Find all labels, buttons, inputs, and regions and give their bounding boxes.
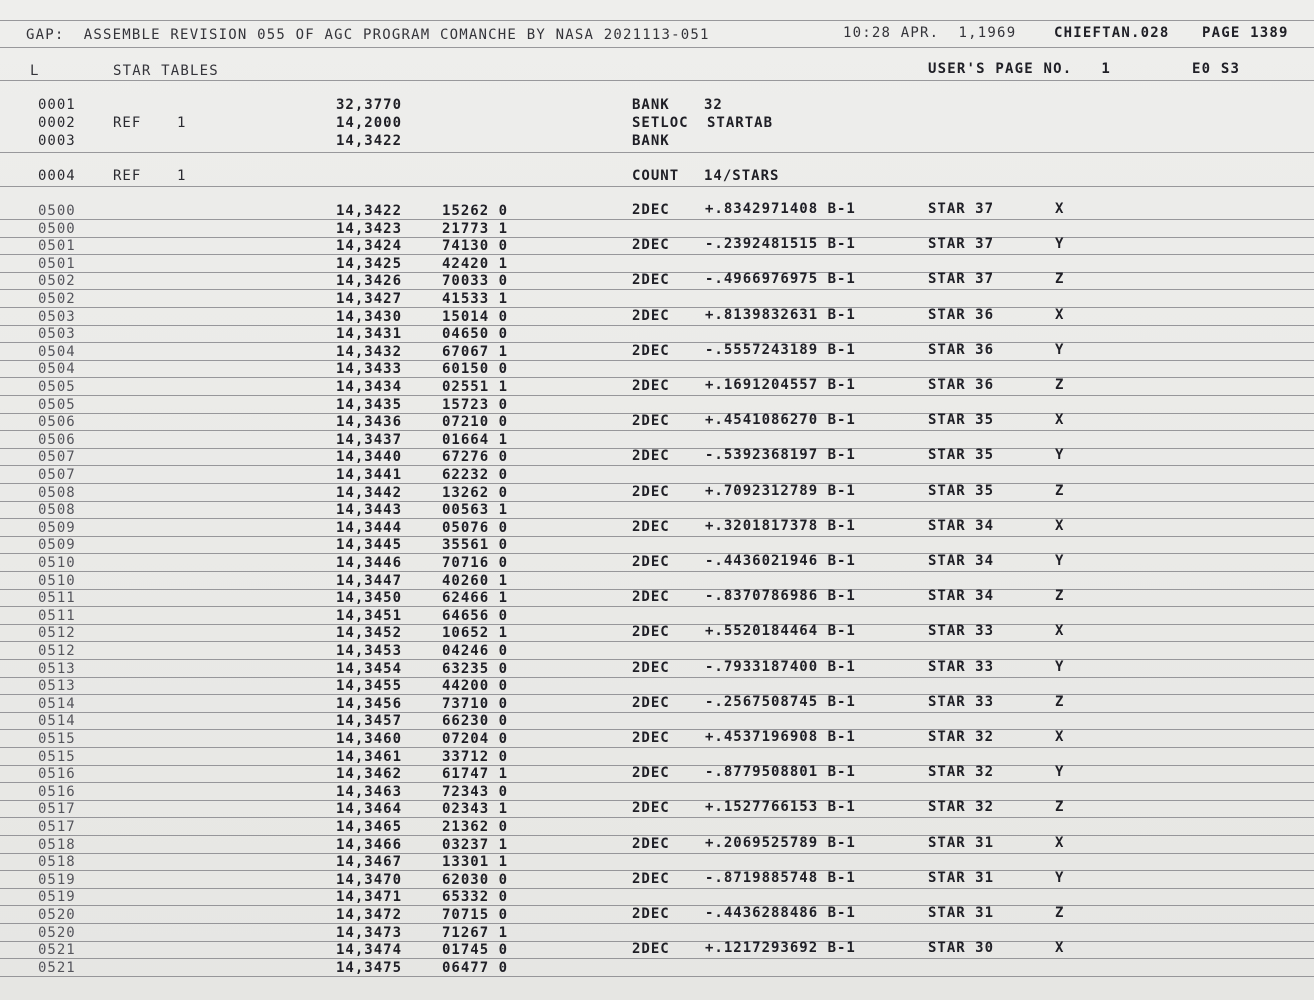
form-rule	[0, 20, 1314, 21]
ref-number: 1	[177, 168, 187, 184]
octal-word: 63235 0	[442, 661, 509, 677]
opcode: 2DEC	[632, 308, 670, 324]
address: 14,3422	[336, 203, 403, 219]
opcode: 2DEC	[632, 836, 670, 852]
axis-comment: Y	[1055, 236, 1065, 252]
octal-word: 13262 0	[442, 485, 509, 501]
address: 14,3424	[336, 238, 403, 254]
line-number: 0518	[38, 854, 76, 870]
octal-word: 44200 0	[442, 678, 509, 694]
octal-word: 62232 0	[442, 467, 509, 483]
address: 14,3464	[336, 801, 403, 817]
operand: 32	[704, 97, 723, 113]
octal-word: 62466 1	[442, 590, 509, 606]
axis-comment: Z	[1055, 905, 1065, 921]
octal-word: 10652 1	[442, 625, 509, 641]
form-rule	[0, 47, 1314, 48]
octal-word: 02551 1	[442, 379, 509, 395]
star-comment: STAR 35	[928, 412, 995, 428]
subheader-code: E0 S3	[1192, 61, 1241, 77]
ref-number: 1	[177, 115, 187, 131]
operand: -.4436021946 B-1	[705, 553, 856, 569]
line-number: 0509	[38, 520, 76, 536]
octal-word: 04650 0	[442, 326, 509, 342]
address: 14,3433	[336, 361, 403, 377]
form-rule	[0, 254, 1314, 255]
line-number: 0514	[38, 713, 76, 729]
axis-comment: Z	[1055, 694, 1065, 710]
form-rule	[0, 712, 1314, 713]
address: 14,3435	[336, 397, 403, 413]
octal-word: 42420 1	[442, 256, 509, 272]
axis-comment: X	[1055, 307, 1065, 323]
opcode: 2DEC	[632, 624, 670, 640]
star-comment: STAR 31	[928, 870, 995, 886]
operand: +.8139832631 B-1	[705, 307, 856, 323]
operand: +.4537196908 B-1	[705, 729, 856, 745]
line-number: 0520	[38, 925, 76, 941]
opcode: 2DEC	[632, 871, 670, 887]
line-number: 0508	[38, 485, 76, 501]
form-rule	[0, 976, 1314, 977]
octal-word: 64656 0	[442, 608, 509, 624]
form-rule	[0, 219, 1314, 220]
form-rule	[0, 360, 1314, 361]
octal-word: 66230 0	[442, 713, 509, 729]
address: 14,3450	[336, 590, 403, 606]
line-number: 0517	[38, 819, 76, 835]
ref-label: REF	[113, 115, 142, 131]
star-comment: STAR 32	[928, 764, 995, 780]
octal-word: 70716 0	[442, 555, 509, 571]
axis-comment: Y	[1055, 447, 1065, 463]
address: 14,3436	[336, 414, 403, 430]
listing-header-time: 10:28 APR. 1,1969	[843, 25, 1017, 41]
octal-word: 41533 1	[442, 291, 509, 307]
octal-word: 35561 0	[442, 537, 509, 553]
line-number: 0501	[38, 238, 76, 254]
operand: STARTAB	[707, 115, 774, 131]
address: 14,3440	[336, 449, 403, 465]
opcode: 2DEC	[632, 730, 670, 746]
address: 14,3427	[336, 291, 403, 307]
octal-word: 15014 0	[442, 309, 509, 325]
address: 14,3453	[336, 643, 403, 659]
opcode: 2DEC	[632, 519, 670, 535]
octal-word: 07210 0	[442, 414, 509, 430]
opcode: 2DEC	[632, 906, 670, 922]
opcode: 2DEC	[632, 765, 670, 781]
star-comment: STAR 33	[928, 623, 995, 639]
star-comment: STAR 34	[928, 518, 995, 534]
line-number: 0513	[38, 678, 76, 694]
address: 14,3467	[336, 854, 403, 870]
operand: +.7092312789 B-1	[705, 483, 856, 499]
listing-header-page: PAGE 1389	[1202, 25, 1289, 41]
line-number: 0501	[38, 256, 76, 272]
subheader-section-title: STAR TABLES	[113, 63, 219, 79]
octal-word: 33712 0	[442, 749, 509, 765]
address: 14,3465	[336, 819, 403, 835]
octal-word: 21773 1	[442, 221, 509, 237]
operand: -.4436288486 B-1	[705, 905, 856, 921]
address: 14,3431	[336, 326, 403, 342]
axis-comment: X	[1055, 412, 1065, 428]
opcode: 2DEC	[632, 484, 670, 500]
octal-word: 01664 1	[442, 432, 509, 448]
operand: -.7933187400 B-1	[705, 659, 856, 675]
form-rule	[0, 289, 1314, 290]
address: 14,3454	[336, 661, 403, 677]
line-number: 0001	[38, 97, 76, 113]
address: 14,3457	[336, 713, 403, 729]
operand: -.2567508745 B-1	[705, 694, 856, 710]
address: 14,3426	[336, 273, 403, 289]
axis-comment: Z	[1055, 799, 1065, 815]
operand: -.2392481515 B-1	[705, 236, 856, 252]
address: 14,3462	[336, 766, 403, 782]
form-rule	[0, 80, 1314, 81]
star-comment: STAR 35	[928, 483, 995, 499]
axis-comment: X	[1055, 518, 1065, 534]
address: 14,2000	[336, 115, 403, 131]
address: 14,3461	[336, 749, 403, 765]
form-rule	[0, 571, 1314, 572]
line-number: 0520	[38, 907, 76, 923]
line-number: 0500	[38, 221, 76, 237]
listing-header-title: GAP: ASSEMBLE REVISION 055 OF AGC PROGRAM COMANCHE BY NASA 2021113-051	[26, 27, 710, 43]
form-rule	[0, 501, 1314, 502]
line-number: 0519	[38, 872, 76, 888]
address: 14,3446	[336, 555, 403, 571]
form-rule	[0, 958, 1314, 959]
form-rule	[0, 817, 1314, 818]
address: 14,3471	[336, 889, 403, 905]
ref-label: REF	[113, 168, 142, 184]
opcode: 2DEC	[632, 554, 670, 570]
operand: +.4541086270 B-1	[705, 412, 856, 428]
operand: +.1527766153 B-1	[705, 799, 856, 815]
form-rule	[0, 465, 1314, 466]
opcode: 2DEC	[632, 660, 670, 676]
line-number: 0514	[38, 696, 76, 712]
line-number: 0515	[38, 749, 76, 765]
axis-comment: X	[1055, 201, 1065, 217]
address: 14,3463	[336, 784, 403, 800]
operand: -.8370786986 B-1	[705, 588, 856, 604]
opcode: SETLOC	[632, 115, 689, 131]
octal-word: 67276 0	[442, 449, 509, 465]
line-number: 0506	[38, 432, 76, 448]
address: 14,3474	[336, 942, 403, 958]
star-comment: STAR 36	[928, 307, 995, 323]
octal-word: 73710 0	[442, 696, 509, 712]
operand: +.3201817378 B-1	[705, 518, 856, 534]
star-comment: STAR 36	[928, 377, 995, 393]
address: 14,3470	[336, 872, 403, 888]
line-number: 0518	[38, 837, 76, 853]
form-rule	[0, 606, 1314, 607]
star-comment: STAR 32	[928, 729, 995, 745]
octal-word: 61747 1	[442, 766, 509, 782]
octal-word: 01745 0	[442, 942, 509, 958]
line-number: 0507	[38, 467, 76, 483]
star-comment: STAR 34	[928, 553, 995, 569]
operand: -.8719885748 B-1	[705, 870, 856, 886]
star-comment: STAR 32	[928, 799, 995, 815]
star-comment: STAR 34	[928, 588, 995, 604]
line-number: 0516	[38, 766, 76, 782]
operand: +.8342971408 B-1	[705, 201, 856, 217]
opcode: COUNT	[632, 168, 680, 184]
address: 14,3473	[336, 925, 403, 941]
line-number: 0503	[38, 309, 76, 325]
octal-word: 00563 1	[442, 502, 509, 518]
address: 14,3443	[336, 502, 403, 518]
opcode: BANK	[632, 133, 670, 149]
octal-word: 03237 1	[442, 837, 509, 853]
opcode: 2DEC	[632, 589, 670, 605]
line-number: 0500	[38, 203, 76, 219]
line-number: 0510	[38, 573, 76, 589]
form-rule	[0, 152, 1314, 153]
address: 14,3447	[336, 573, 403, 589]
form-rule	[0, 395, 1314, 396]
form-rule	[0, 325, 1314, 326]
form-rule	[0, 430, 1314, 431]
line-number: 0513	[38, 661, 76, 677]
line-number: 0517	[38, 801, 76, 817]
address: 14,3475	[336, 960, 403, 976]
octal-word: 05076 0	[442, 520, 509, 536]
line-number: 0510	[38, 555, 76, 571]
opcode: 2DEC	[632, 448, 670, 464]
octal-word: 65332 0	[442, 889, 509, 905]
operand: -.8779508801 B-1	[705, 764, 856, 780]
address: 14,3444	[336, 520, 403, 536]
line-number: 0503	[38, 326, 76, 342]
address: 14,3455	[336, 678, 403, 694]
star-comment: STAR 37	[928, 271, 995, 287]
line-number: 0511	[38, 590, 76, 606]
octal-word: 60150 0	[442, 361, 509, 377]
line-number: 0519	[38, 889, 76, 905]
octal-word: 04246 0	[442, 643, 509, 659]
form-rule	[0, 747, 1314, 748]
address: 14,3456	[336, 696, 403, 712]
operand: +.2069525789 B-1	[705, 835, 856, 851]
octal-word: 07204 0	[442, 731, 509, 747]
line-number: 0512	[38, 643, 76, 659]
octal-word: 21362 0	[442, 819, 509, 835]
address: 14,3430	[336, 309, 403, 325]
address: 14,3466	[336, 837, 403, 853]
opcode: 2DEC	[632, 272, 670, 288]
octal-word: 62030 0	[442, 872, 509, 888]
address: 14,3442	[336, 485, 403, 501]
octal-word: 72343 0	[442, 784, 509, 800]
line-number: 0509	[38, 537, 76, 553]
star-comment: STAR 33	[928, 659, 995, 675]
opcode: BANK	[632, 97, 670, 113]
axis-comment: Z	[1055, 377, 1065, 393]
address: 14,3432	[336, 344, 403, 360]
line-number: 0502	[38, 273, 76, 289]
listing-header-file: CHIEFTAN.028	[1054, 25, 1170, 41]
opcode: 2DEC	[632, 378, 670, 394]
octal-word: 74130 0	[442, 238, 509, 254]
operand: 14/STARS	[704, 168, 780, 184]
opcode: 2DEC	[632, 237, 670, 253]
axis-comment: X	[1055, 940, 1065, 956]
opcode: 2DEC	[632, 695, 670, 711]
line-number: 0507	[38, 449, 76, 465]
star-comment: STAR 31	[928, 905, 995, 921]
axis-comment: Y	[1055, 553, 1065, 569]
address: 14,3423	[336, 221, 403, 237]
line-number: 0516	[38, 784, 76, 800]
operand: +.5520184464 B-1	[705, 623, 856, 639]
axis-comment: Y	[1055, 764, 1065, 780]
axis-comment: Y	[1055, 659, 1065, 675]
octal-word: 70715 0	[442, 907, 509, 923]
address: 14,3452	[336, 625, 403, 641]
line-number: 0002	[38, 115, 76, 131]
star-comment: STAR 35	[928, 447, 995, 463]
opcode: 2DEC	[632, 202, 670, 218]
axis-comment: X	[1055, 623, 1065, 639]
star-comment: STAR 37	[928, 236, 995, 252]
form-rule	[0, 641, 1314, 642]
star-comment: STAR 37	[928, 201, 995, 217]
line-number: 0003	[38, 133, 76, 149]
line-number: 0004	[38, 168, 76, 184]
octal-word: 02343 1	[442, 801, 509, 817]
form-rule	[0, 782, 1314, 783]
operand: +.1691204557 B-1	[705, 377, 856, 393]
axis-comment: X	[1055, 835, 1065, 851]
operand: -.5557243189 B-1	[705, 342, 856, 358]
subheader-col-l: L	[30, 63, 40, 79]
address: 14,3434	[336, 379, 403, 395]
form-rule	[0, 186, 1314, 187]
line-number: 0502	[38, 291, 76, 307]
octal-word: 15723 0	[442, 397, 509, 413]
axis-comment: Z	[1055, 588, 1065, 604]
line-number: 0505	[38, 379, 76, 395]
address: 14,3460	[336, 731, 403, 747]
octal-word: 67067 1	[442, 344, 509, 360]
octal-word: 70033 0	[442, 273, 509, 289]
address: 14,3425	[336, 256, 403, 272]
operand: -.4966976975 B-1	[705, 271, 856, 287]
address: 14,3451	[336, 608, 403, 624]
opcode: 2DEC	[632, 343, 670, 359]
star-comment: STAR 30	[928, 940, 995, 956]
line-number: 0521	[38, 942, 76, 958]
opcode: 2DEC	[632, 413, 670, 429]
line-number: 0505	[38, 397, 76, 413]
form-rule	[0, 536, 1314, 537]
line-number: 0521	[38, 960, 76, 976]
opcode: 2DEC	[632, 800, 670, 816]
star-comment: STAR 36	[928, 342, 995, 358]
form-rule	[0, 923, 1314, 924]
address: 14,3472	[336, 907, 403, 923]
line-number: 0508	[38, 502, 76, 518]
opcode: 2DEC	[632, 941, 670, 957]
axis-comment: Z	[1055, 271, 1065, 287]
operand: +.1217293692 B-1	[705, 940, 856, 956]
operand: -.5392368197 B-1	[705, 447, 856, 463]
axis-comment: Y	[1055, 342, 1065, 358]
form-rule	[0, 888, 1314, 889]
line-number: 0506	[38, 414, 76, 430]
subheader-users-page: USER'S PAGE NO. 1	[928, 61, 1111, 77]
address: 32,3770	[336, 97, 403, 113]
octal-word: 40260 1	[442, 573, 509, 589]
address: 14,3422	[336, 133, 403, 149]
form-rule	[0, 853, 1314, 854]
star-comment: STAR 33	[928, 694, 995, 710]
star-comment: STAR 31	[928, 835, 995, 851]
octal-word: 71267 1	[442, 925, 509, 941]
axis-comment: X	[1055, 729, 1065, 745]
address: 14,3445	[336, 537, 403, 553]
line-number: 0512	[38, 625, 76, 641]
octal-word: 13301 1	[442, 854, 509, 870]
line-number: 0511	[38, 608, 76, 624]
octal-word: 15262 0	[442, 203, 509, 219]
axis-comment: Z	[1055, 483, 1065, 499]
line-number: 0515	[38, 731, 76, 747]
address: 14,3437	[336, 432, 403, 448]
axis-comment: Y	[1055, 870, 1065, 886]
address: 14,3441	[336, 467, 403, 483]
line-number: 0504	[38, 361, 76, 377]
form-rule	[0, 677, 1314, 678]
octal-word: 06477 0	[442, 960, 509, 976]
line-number: 0504	[38, 344, 76, 360]
